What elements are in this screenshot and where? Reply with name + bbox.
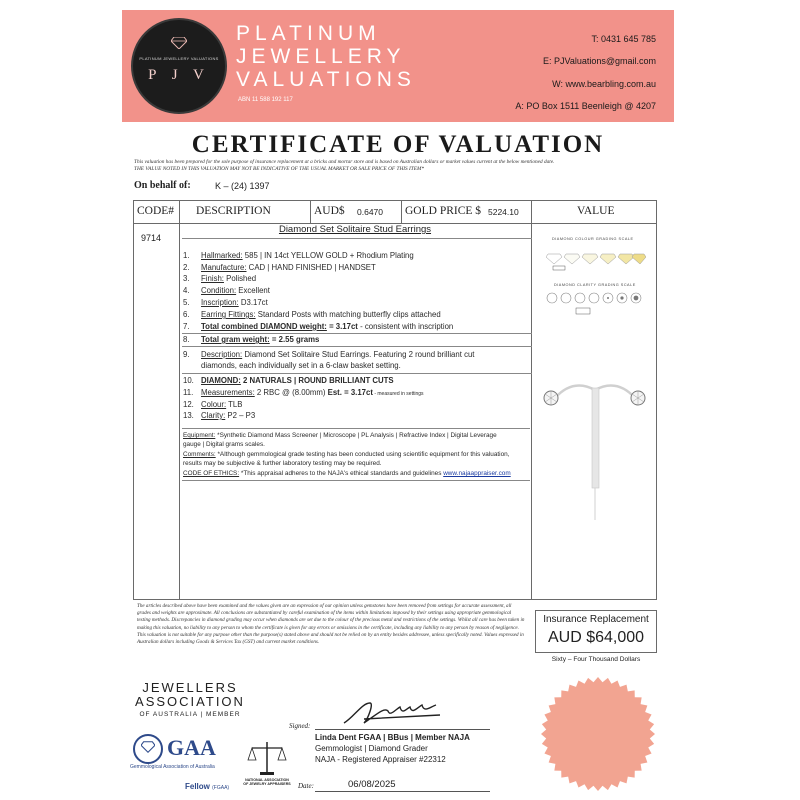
- text-segment: Measurements:: [201, 388, 255, 397]
- text-segment: Inscription:: [201, 298, 239, 307]
- text-segment: P2 – P3: [225, 411, 256, 420]
- text-segment: 11.: [183, 388, 194, 397]
- list-item: [183, 310, 441, 319]
- text-segment: 6.: [183, 310, 190, 319]
- text-segment: Fellow: [185, 782, 210, 791]
- text-segment: CAD | HAND FINISHED | HANDSET: [246, 263, 376, 272]
- text-segment: 1.: [183, 251, 190, 260]
- list-item: [183, 251, 414, 260]
- list-item: [183, 400, 242, 409]
- list-item-continued: diamonds, each individually set in a 6-claw basket setting.: [201, 361, 401, 370]
- comments-note-continued: results may be subjective & further laboratory testing may be required.: [183, 460, 382, 467]
- logo-small-text: PLATINUM JEWELLERY VALUATIONS: [139, 56, 219, 61]
- valuation-date: 06/08/2025: [348, 779, 396, 790]
- text-segment: 13.: [183, 411, 194, 420]
- list-item: [183, 263, 376, 272]
- brand-line-1: PLATINUM: [236, 22, 381, 45]
- behalf-label: On behalf of:: [134, 180, 191, 191]
- notes-divider: [182, 428, 530, 429]
- text-segment: DIAMOND:: [201, 376, 241, 385]
- brand-line-3: VALUATIONS: [236, 68, 416, 91]
- text-segment: 8.: [183, 335, 190, 344]
- text-segment: Finish:: [201, 274, 224, 283]
- contact-website[interactable]: W: www.bearbling.com.au: [552, 79, 656, 89]
- text-segment: TLB: [226, 400, 243, 409]
- equipment-note: [183, 432, 497, 439]
- text-segment: Description:: [201, 350, 243, 359]
- gaa-diamond-icon: [141, 741, 155, 753]
- header-code: CODE#: [137, 205, 175, 217]
- abn-number: ABN 11 588 192 117: [238, 97, 293, 103]
- text-segment: Total gram weight:: [201, 335, 270, 344]
- list-item: [183, 274, 256, 283]
- text-segment: 12.: [183, 400, 194, 409]
- text-segment: Clarity:: [201, 411, 226, 420]
- text-segment: 3.: [183, 274, 190, 283]
- insurance-label: Insurance Replacement: [543, 614, 649, 625]
- text-segment: 2 NATURALS | ROUND BRILLIANT CUTS: [240, 376, 394, 385]
- text-segment: 10.: [183, 376, 194, 385]
- earring-illustration: [533, 368, 653, 528]
- text-segment: *Although gemmological grade testing has been conducted using scientific equipment for this valuation,: [215, 451, 510, 458]
- text-segment: Colour:: [201, 400, 227, 409]
- text-segment: Polished: [223, 274, 257, 283]
- handwritten-signature: [340, 697, 450, 729]
- text-segment: Standard Posts with matching butterfly clips attached: [255, 310, 441, 319]
- clarity-scale-graphic: [546, 290, 648, 318]
- text-segment: 2.: [183, 263, 190, 272]
- certificate-title: CERTIFICATE OF VALUATION: [191, 131, 605, 158]
- text-segment: Condition:: [201, 286, 237, 295]
- text-segment: - consistent with inscription: [357, 322, 454, 331]
- equipment-note-continued: gauge | Digital grams scales.: [183, 441, 265, 448]
- text-segment: 4.: [183, 286, 190, 295]
- brand-line-2: JEWELLERY: [236, 45, 406, 68]
- text-segment: Excellent: [236, 286, 270, 295]
- naja-link[interactable]: www.najaappraiser.com: [443, 470, 511, 477]
- comments-note: [183, 451, 509, 458]
- behalf-value: K – (24) 1397: [215, 181, 270, 191]
- text-segment: Est. = 3.17ct: [327, 388, 373, 397]
- list-item: [183, 286, 270, 295]
- appraiser-role: Gemmologist | Diamond Grader: [315, 744, 428, 753]
- contact-phone: T: 0431 645 785: [591, 34, 656, 44]
- header-aud-value: 0.6470: [357, 207, 383, 217]
- terms-text: The articles described above have been examined and the values given are an expression of our opinion unless gemstones have been removed from settings for accurate assessment, all grades and weights are approximate. All conclusions are substantiated by careful examination of the items within limitations imposed by their settings using appropriate gemmological testing methods. Discrepancies in diamond grading may occur when diamonds are set due to the colour of the precious metal and restrictions of the settings. Whilst all care has been taken in making this valuation, no liability to any person to whom the certificate is given for any errors or omissions in the certificate, including any liability to any person by reason of negligence. This valuation is not suitable for any purpose other than the purpose(s) stated above and should not be relied on by an entity besides addressee, unless specifically noted. Values expressed in Australian dollars including Goods & Services Tax (GST) and current market conditions.: [137, 603, 525, 646]
- signed-label: Signed:: [289, 722, 311, 730]
- text-segment: (FGAA): [212, 785, 230, 791]
- insurance-amount: AUD $64,000: [547, 629, 645, 646]
- list-item: [183, 388, 424, 397]
- list-item: [183, 350, 474, 359]
- jaa-line-2: ASSOCIATION: [135, 694, 245, 709]
- disclaimer-line-1: This valuation has been prepared for the sole purpose of insurance replacement at a bricks and mortar store and is based on Australian dollars or market values current at the below mentioned date.: [134, 159, 555, 165]
- item-divider: [182, 346, 532, 347]
- appraiser-registration: NAJA - Registered Appraiser #22312: [315, 755, 446, 764]
- text-segment: D3.17ct: [238, 298, 268, 307]
- item-divider: [182, 238, 532, 239]
- company-logo: [131, 18, 227, 114]
- text-segment: *This appraisal adheres to the NAJA's ethical standards and guidelines: [239, 470, 444, 477]
- colour-scale-graphic: [546, 244, 646, 272]
- header-aud-label: AUD$: [314, 205, 345, 217]
- text-segment: Hallmarked:: [201, 251, 243, 260]
- text-segment: Comments:: [183, 451, 216, 458]
- text-segment: 585 | IN 14ct YELLOW GOLD + Rhodium Plating: [242, 251, 414, 260]
- date-line: [315, 791, 490, 792]
- appraiser-name: Linda Dent FGAA | BBus | Member NAJA: [315, 733, 470, 742]
- gaa-subtitle: Gemmological Association of Australia: [130, 764, 215, 770]
- text-segment: CODE OF ETHICS:: [183, 470, 240, 477]
- ethics-note: [183, 470, 511, 477]
- text-segment: = 2.55 grams: [269, 335, 320, 344]
- insurance-amount-words: Sixty – Four Thousand Dollars: [551, 656, 641, 663]
- notes-divider: [182, 480, 530, 481]
- item-title: Diamond Set Solitaire Stud Earrings: [278, 224, 432, 235]
- naja-scales-icon: [246, 740, 288, 776]
- text-segment: 2 RBC @ (8.00mm): [254, 388, 328, 397]
- diamond-logo-icon: [171, 37, 187, 49]
- column-divider: [179, 200, 180, 600]
- item-divider: [182, 333, 532, 334]
- text-segment: Total combined DIAMOND weight:: [201, 322, 327, 331]
- column-divider: [310, 200, 311, 224]
- item-divider: [182, 373, 532, 374]
- text-segment: 7.: [183, 322, 190, 331]
- date-label: Date:: [298, 782, 314, 790]
- list-item: [183, 322, 453, 331]
- jaa-logo: [135, 681, 245, 718]
- gaa-name: GAA: [167, 735, 216, 760]
- text-segment: Manufacture:: [201, 263, 247, 272]
- header-value: VALUE: [577, 205, 615, 217]
- jaa-line-1: JEWELLERS: [142, 680, 238, 695]
- item-code: 9714: [141, 233, 162, 243]
- text-segment: - measured in settings: [372, 391, 424, 397]
- list-item: [183, 411, 255, 420]
- jaa-line-3: OF AUSTRALIA | MEMBER: [139, 711, 241, 718]
- signature-line: [315, 729, 490, 730]
- list-item: [183, 335, 319, 344]
- text-segment: *Synthetic Diamond Mass Screener | Microscope | PL Analysis | Refractive Index | Digital Leverage: [215, 432, 497, 439]
- text-segment: Equipment:: [183, 432, 216, 439]
- header-description: DESCRIPTION: [196, 205, 271, 217]
- disclaimer-line-2: THE VALUE NOTED IN THIS VALUATION MAY NOT BE INDICATIVE OF THE USUAL MARKET OR SALE PRICE OF THIS ITEM*: [134, 166, 425, 172]
- column-divider: [531, 200, 532, 600]
- list-item: [183, 298, 268, 307]
- text-segment: 5.: [183, 298, 190, 307]
- list-item: [183, 376, 394, 385]
- text-segment: Earring Fittings:: [201, 310, 256, 319]
- naja-subtitle: NATIONAL ASSOCIATION OF JEWELRY APPRAISERS: [243, 778, 291, 787]
- contact-email[interactable]: E: PJValuations@gmail.com: [542, 56, 656, 66]
- clarity-scale-title: DIAMOND CLARITY GRADING SCALE: [554, 283, 636, 287]
- header-gold-value: 5224.10: [488, 207, 519, 217]
- text-segment: = 3.17ct: [326, 322, 358, 331]
- logo-initials: P J V: [148, 67, 210, 83]
- text-segment: 9.: [183, 350, 190, 359]
- header-gold-label: GOLD PRICE $: [405, 205, 482, 217]
- contact-address: A: PO Box 1511 Beenleigh @ 4207: [515, 101, 656, 111]
- seal-icon: [540, 676, 656, 792]
- text-segment: Diamond Set Solitaire Stud Earrings. Featuring 2 round brilliant cut: [242, 350, 475, 359]
- colour-scale-title: DIAMOND COLOUR GRADING SCALE: [552, 237, 634, 241]
- column-divider: [401, 200, 402, 224]
- gaa-fellow: [185, 782, 229, 791]
